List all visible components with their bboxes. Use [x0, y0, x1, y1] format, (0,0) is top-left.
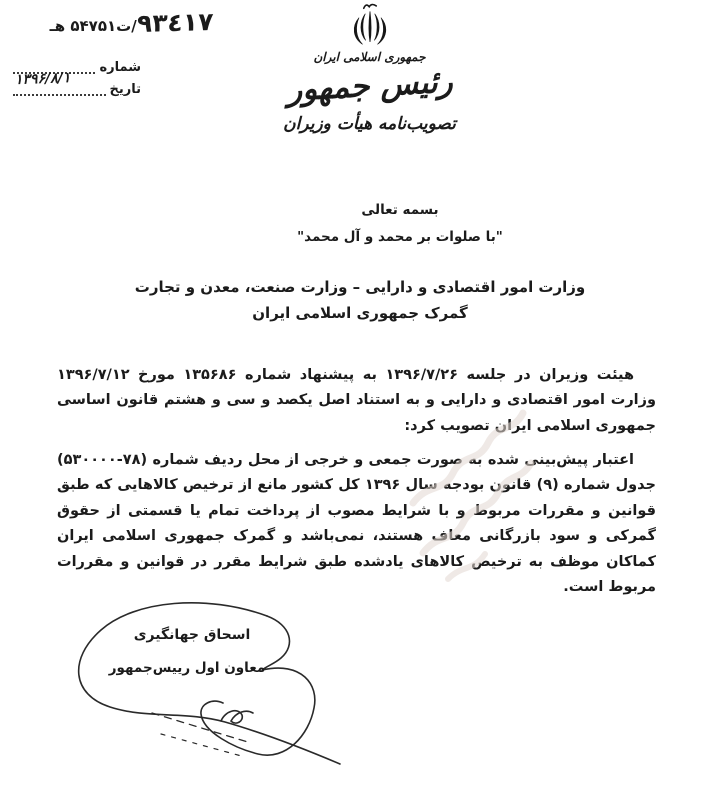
invocation-line2: "با صلوات بر محمد و آل محمد": [297, 229, 503, 245]
number-suffix: /ت۵۴۷۵۱ هـ: [49, 17, 137, 35]
addressees: [60, 274, 660, 326]
number-label: شماره: [99, 60, 141, 75]
signer-name: اسحاق جهانگیری: [133, 627, 251, 643]
letterhead: [277, 2, 462, 134]
handwritten-date: ۱۳۹۶/۸/۱: [14, 70, 71, 88]
signer-title: معاون اول رییس‌جمهور: [108, 660, 266, 676]
iran-emblem-icon: [346, 2, 394, 49]
letterhead-country: جمهوری اسلامی ایران: [313, 50, 426, 64]
dotted-leader: [13, 90, 106, 96]
reference-block: [13, 6, 213, 99]
invocation: [250, 197, 550, 251]
addressee-line2: گمرک جمهوری اسلامی ایران: [252, 304, 468, 322]
letterhead-office: رئیس جمهور: [285, 63, 454, 109]
document-number: [13, 6, 213, 43]
letterhead-document-type: تصویب‌نامه هیأت وزیران: [283, 114, 456, 134]
date-field-row: [13, 70, 141, 99]
body-paragraph-1: هیئت وزیران در جلسه ۱۳۹۶/۷/۲۶ به پیشنهاد شماره ۱۳۵۶۸۶ مورخ ۱۳۹۶/۷/۱۲ وزارت امور اقتصادی و دارایی و به استناد اصل یکصد و سی و هشتم قانون اساسی جمهوری اسلامی ایران تصویب کرد:: [57, 366, 656, 434]
addressee-line1: وزارت امور اقتصادی و دارایی – وزارت صنعت، معدن و تجارت: [134, 278, 586, 296]
body-paragraph-2: اعتبار پیش‌بینی شده به صورت جمعی و خرجی از محل ردیف شماره (۷۸-۵۳۰۰۰۰) جدول شماره (۹) قانون بودجه سال ۱۳۹۶ کل کشور مانع از ترخیص کالاهایی که طبق قوانین و مقررات مربوط و با شرایط مصوب از پرداخت تمام یا قسمتی از حقوق گمرکی و سود بازرگانی معاف هستند، نمی‌باشد و گمرک جمهوری اسلامی ایران کماکان موظف به ترخیص کالاهای یادشده طبق شرایط مقرر در قوانین و مقررات مربوط است.: [57, 451, 656, 595]
invocation-line1: بسمه تعالی: [361, 202, 439, 218]
signature-block: [55, 600, 400, 798]
handwritten-number: ۹۳٤۱۷: [136, 6, 214, 39]
date-label: تاریخ: [109, 82, 141, 97]
